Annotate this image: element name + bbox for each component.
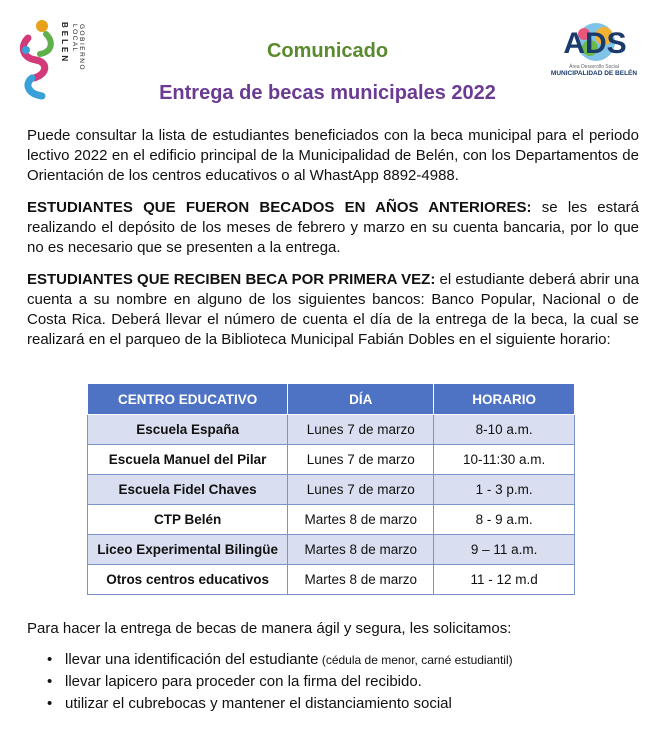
bullet-icon: • bbox=[47, 673, 53, 690]
table-row bbox=[88, 535, 575, 565]
day-cell: Martes 8 de marzo bbox=[288, 565, 434, 595]
time-cell: 1 - 3 p.m. bbox=[434, 475, 575, 505]
day-cell: Lunes 7 de marzo bbox=[288, 415, 434, 445]
school-cell: CTP Belén bbox=[88, 505, 288, 535]
school-cell: Escuela Fidel Chaves bbox=[88, 475, 288, 505]
day-cell: Martes 8 de marzo bbox=[288, 505, 434, 535]
school-cell: Escuela Manuel del Pilar bbox=[88, 445, 288, 475]
table-row bbox=[88, 565, 575, 595]
time-cell: 9 – 11 a.m. bbox=[434, 535, 575, 565]
first-time-students-paragraph bbox=[27, 270, 639, 350]
logo-vertical-sub: GOBIERNO LOCAL bbox=[71, 24, 85, 72]
requirement-text: llevar lapicero para proceder con la firma del recibido. bbox=[65, 673, 422, 690]
day-cell: Lunes 7 de marzo bbox=[288, 445, 434, 475]
col-header-time: HORARIO bbox=[434, 384, 575, 415]
ads-tagline: Área Desarrollo Social bbox=[569, 64, 619, 70]
day-cell: Martes 8 de marzo bbox=[288, 535, 434, 565]
ads-logo-icon bbox=[554, 20, 636, 64]
requirement-text: llevar una identificación del estudiante bbox=[65, 651, 319, 668]
time-cell: 11 - 12 m.d bbox=[434, 565, 575, 595]
bullet-icon: • bbox=[47, 695, 53, 712]
page-title: Comunicado bbox=[266, 40, 389, 62]
svg-text:ADS: ADS bbox=[563, 27, 627, 60]
requirement-note: (cédula de menor, carné estudiantil) bbox=[318, 653, 513, 667]
ads-org-name: MUNICIPALIDAD DE BELÉN bbox=[550, 70, 638, 77]
first-time-students-heading: ESTUDIANTES QUE RECIBEN BECA POR PRIMERA VEZ: bbox=[27, 271, 436, 288]
time-cell: 10-11:30 a.m. bbox=[434, 445, 575, 475]
day-cell: Lunes 7 de marzo bbox=[288, 475, 434, 505]
list-item bbox=[27, 672, 513, 694]
school-cell: Liceo Experimental Bilingüe bbox=[88, 535, 288, 565]
time-cell: 8-10 a.m. bbox=[434, 415, 575, 445]
table-row bbox=[88, 445, 575, 475]
requirement-text: utilizar el cubrebocas y mantener el distanciamiento social bbox=[65, 695, 452, 712]
schedule-table bbox=[87, 383, 575, 595]
table-row bbox=[88, 505, 575, 535]
requirements-list bbox=[27, 650, 513, 716]
list-item bbox=[27, 650, 513, 672]
col-header-school: CENTRO EDUCATIVO bbox=[88, 384, 288, 415]
previous-students-paragraph bbox=[27, 198, 639, 258]
time-cell: 8 - 9 a.m. bbox=[434, 505, 575, 535]
logo-vertical-name: BELEN bbox=[60, 22, 69, 65]
requirements-intro: Para hacer la entrega de becas de manera ágil y segura, les solicitamos: bbox=[27, 620, 512, 637]
previous-students-text: se les estará realizando el depósito de los meses de febrero y marzo en su cuenta bancaria, por lo que no es necesario que se presenten a la entrega. bbox=[27, 199, 640, 256]
school-cell: Otros centros educativos bbox=[88, 565, 288, 595]
table-header-row bbox=[88, 384, 575, 415]
first-time-students-text: el estudiante deberá abrir una cuenta a su nombre en alguno de los siguientes bancos: Banco Popular, Nacional o de Costa Rica. Deberá llevar el número de cuenta el día de la entrega de la beca, la cual se realizará en el parqueo de la Biblioteca Municipal Fabián Dobles en el siguiente horario: bbox=[27, 271, 639, 348]
page-subtitle: Entrega de becas municipales 2022 bbox=[159, 82, 496, 104]
previous-students-heading: ESTUDIANTES QUE FUERON BECADOS EN AÑOS ANTERIORES: bbox=[27, 199, 532, 216]
list-item bbox=[27, 694, 513, 716]
school-cell: Escuela España bbox=[88, 415, 288, 445]
intro-paragraph: Puede consultar la lista de estudiantes beneficiados con la beca municipal para el periodo lectivo 2022 en el edificio principal de la Municipalidad de Belén, con los Departamentos de Orientación de los centros educativos o al WhastApp 8892-4988. bbox=[27, 127, 639, 184]
ads-logo bbox=[548, 20, 640, 80]
bullet-icon: • bbox=[47, 651, 53, 668]
col-header-day: DÍA bbox=[288, 384, 434, 415]
table-row bbox=[88, 415, 575, 445]
table-row bbox=[88, 475, 575, 505]
